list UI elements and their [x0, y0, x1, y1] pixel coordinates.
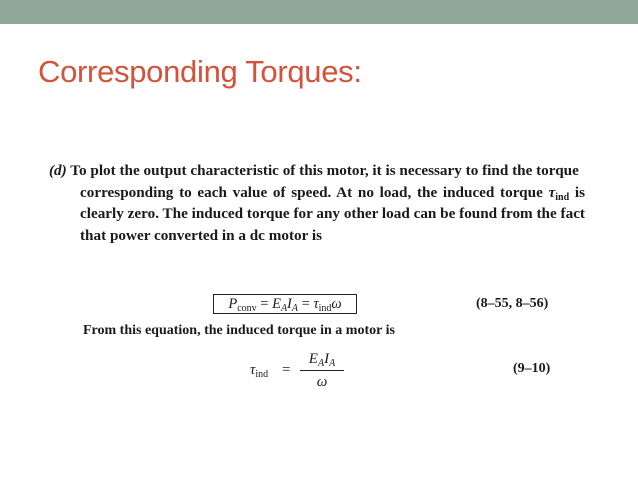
fraction-numerator: $E_AI_A$	[308, 351, 336, 369]
paragraph-line-2	[49, 182, 585, 204]
equation-number-2: (9–10)	[513, 361, 551, 376]
torque-symbol: $\tau_{ind}$	[250, 362, 269, 380]
part-label: (d)	[49, 162, 67, 179]
top-accent-bar	[0, 0, 638, 24]
paragraph-line-3-text: clearly zero. The induced torque for any other load can be found from the fact	[80, 205, 585, 222]
power-equation-box: $P_{conv} = E_AI_A = \tau_{ind}\omega$	[213, 294, 357, 314]
torque-fraction	[300, 350, 344, 391]
paragraph-line-4-text: that power converted in a dc motor is	[80, 226, 322, 244]
slide-title: Corresponding Torques:	[38, 54, 362, 89]
paragraph-line-2-end: is	[574, 183, 585, 201]
equation-number-1: (8–55, 8–56)	[476, 296, 549, 311]
fraction-denominator: ω	[316, 374, 328, 390]
from-equation-text: From this equation, the induced torque in a motor is	[83, 323, 395, 338]
fraction-bar	[300, 370, 344, 371]
body-paragraph	[49, 160, 585, 246]
equals-sign: =	[282, 362, 291, 378]
paragraph-line-2-text: corresponding to each value of speed. At no load, the induced torque	[80, 183, 543, 201]
paragraph-line-1-text: To plot the output characteristic of this motor, it is necessary to find the torque	[70, 162, 579, 179]
paragraph-line-1	[49, 160, 585, 182]
paragraph-line-3	[49, 203, 585, 225]
inline-tau-symbol: $\tau_{ind}$	[548, 183, 570, 203]
paragraph-line-4	[49, 225, 585, 247]
